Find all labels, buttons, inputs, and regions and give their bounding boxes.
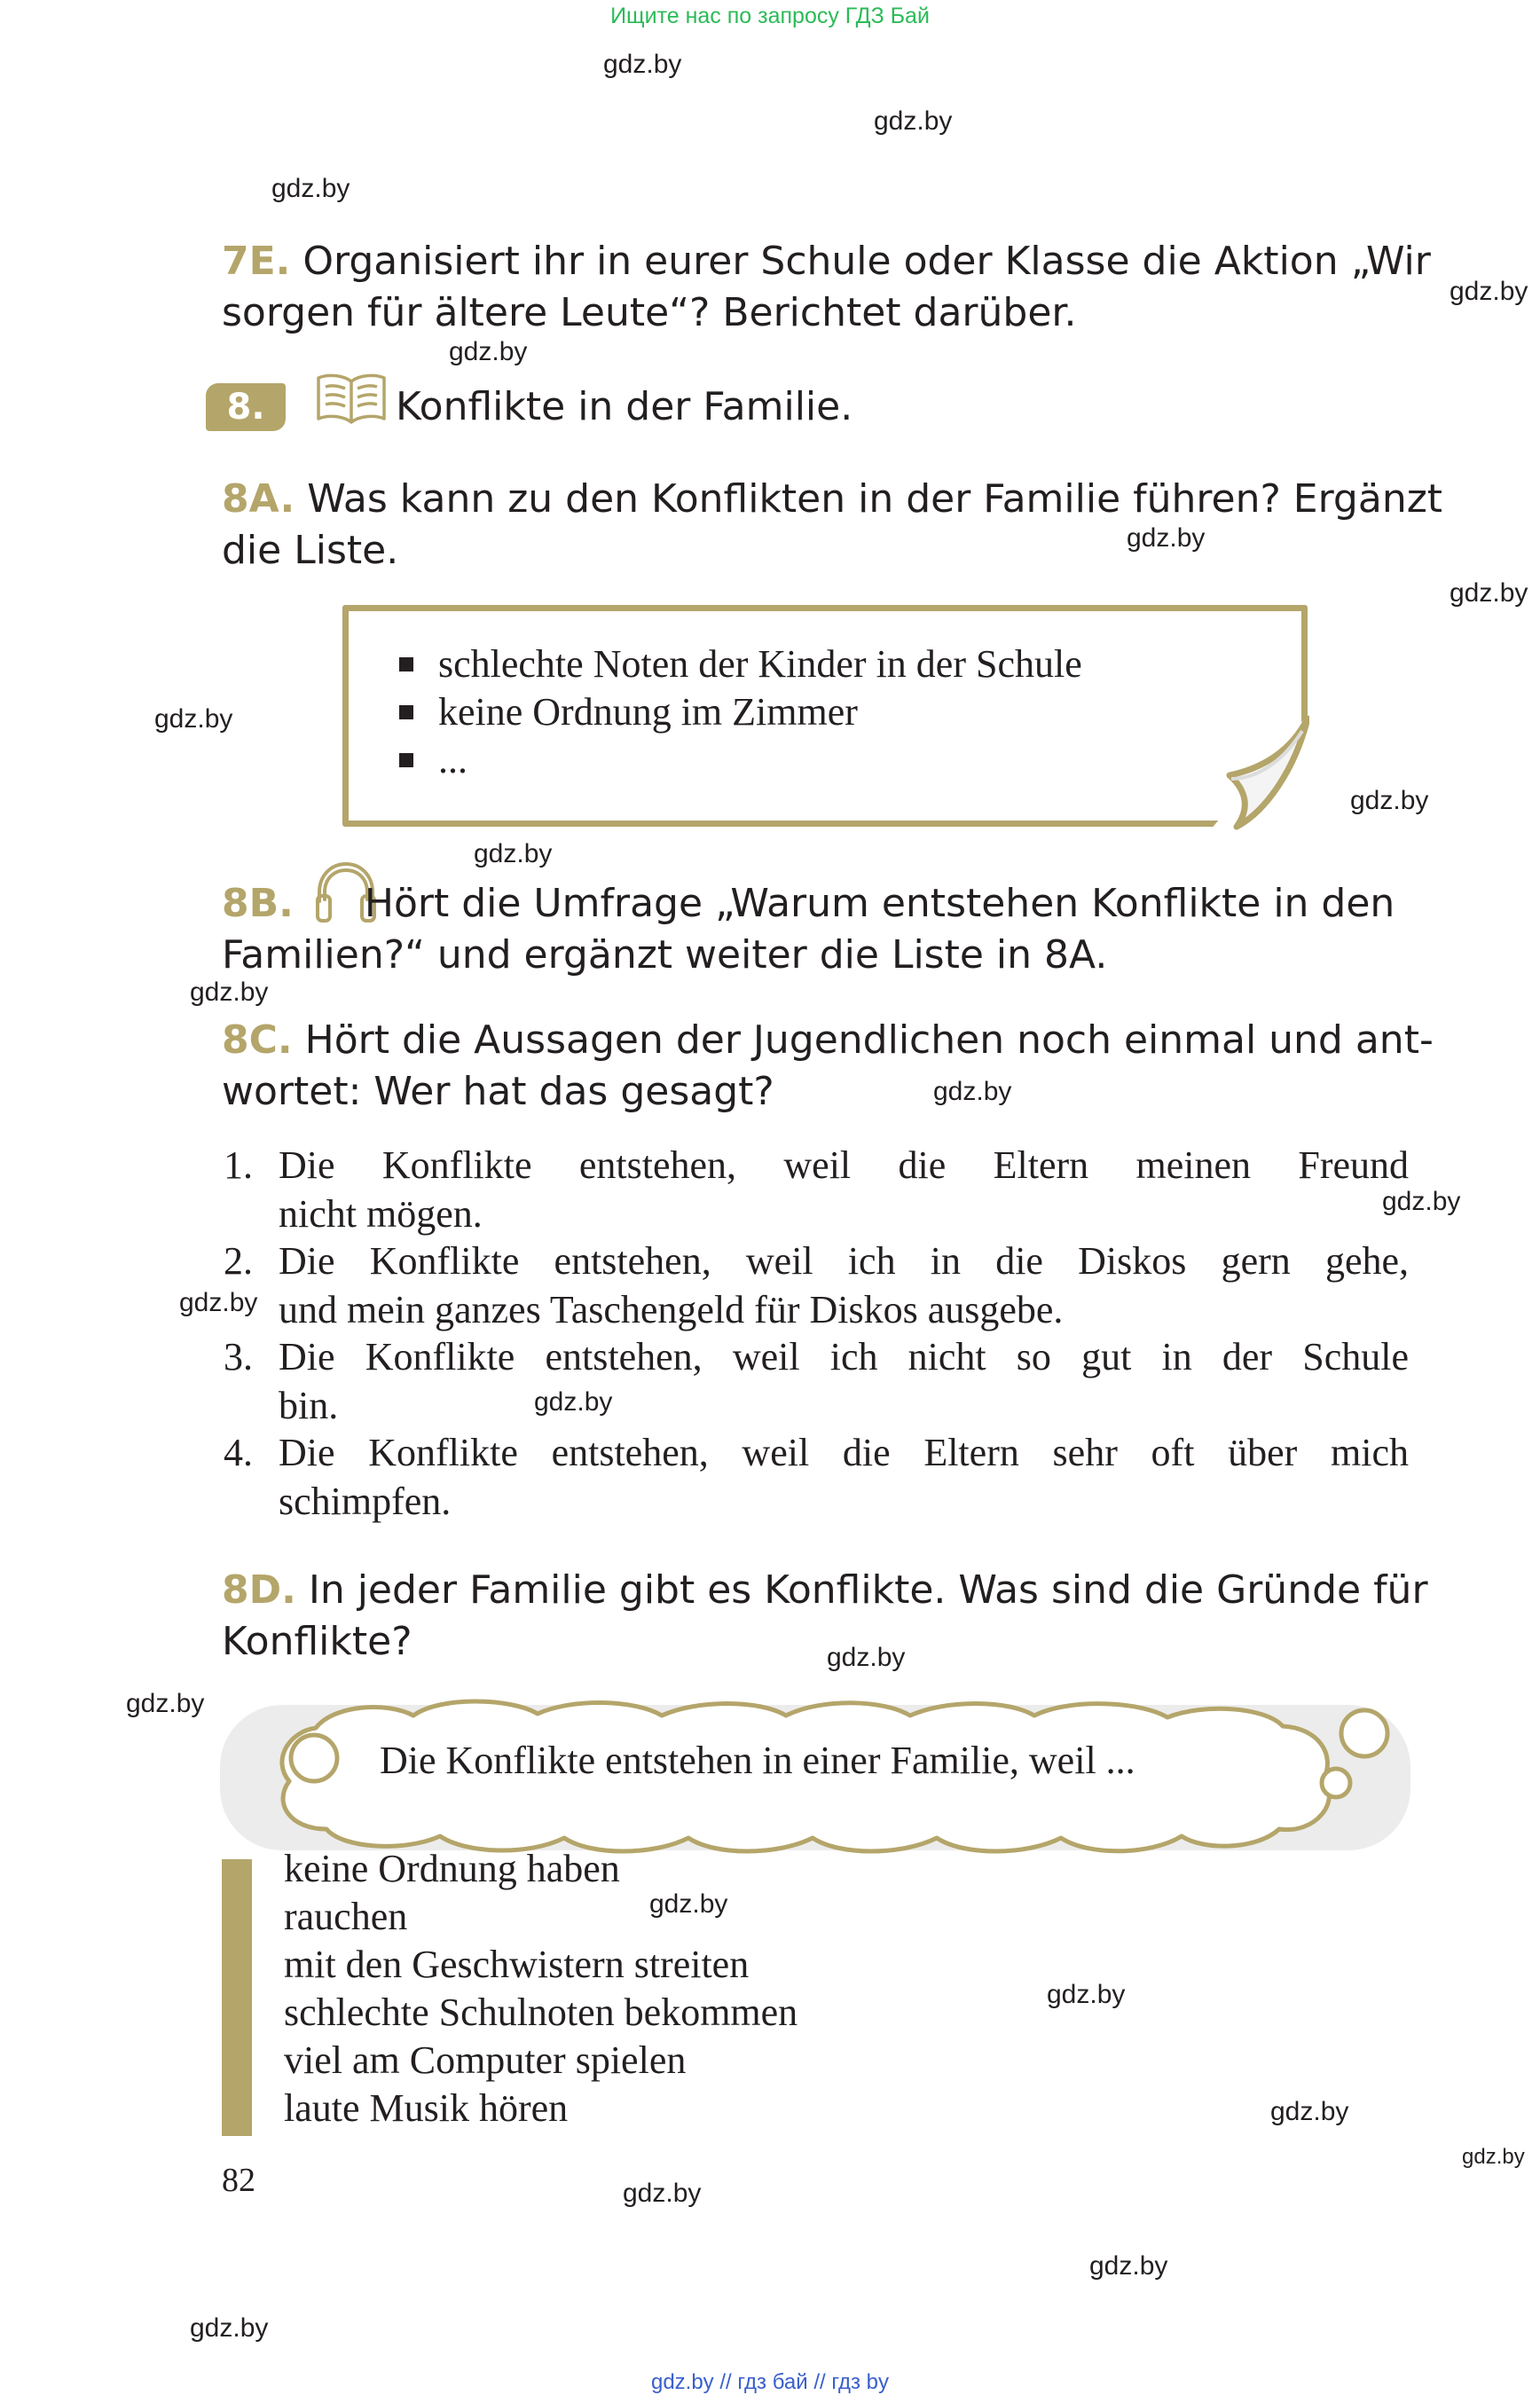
watermark: gdz.by	[190, 978, 269, 1007]
watermark: gdz.by	[603, 50, 682, 79]
item-number: 1.	[224, 1143, 253, 1187]
task-text: die Liste.	[222, 528, 399, 573]
word-item: mit den Geschwistern streiten	[284, 1943, 750, 1986]
watermark: gdz.by	[474, 839, 553, 868]
task-number: 8D.	[222, 1567, 296, 1613]
task-text: Organisiert ihr in eurer Schule oder Klasse die Aktion „Wir	[302, 239, 1431, 284]
task-8-badge: 8.	[206, 383, 286, 431]
word-item: laute Musik hören	[284, 2086, 569, 2130]
watermark: gdz.by	[126, 1689, 205, 1718]
watermark: gdz.by	[190, 2313, 269, 2343]
item-text: Die Konflikte entstehen, weil ich in die Diskos gern gehe,	[279, 1239, 1409, 1283]
item-text: schimpfen.	[279, 1480, 452, 1523]
word-item: rauchen	[284, 1895, 408, 1938]
cloud-text: Die Konflikte entstehen in einer Familie, weil ...	[380, 1739, 1135, 1782]
word-item: schlechte Schulnoten bekommen	[284, 1991, 798, 2034]
book-icon	[314, 371, 389, 426]
item-text: bin.	[279, 1384, 339, 1427]
task-8b	[222, 878, 1410, 981]
task-text: Hört die Umfrage „Warum entstehen Konflikte in den	[364, 881, 1395, 926]
watermark: gdz.by	[1450, 277, 1528, 306]
task-text: Familien?“ und ergänzt weiter die Liste in 8A.	[222, 932, 1108, 978]
task-number: 8C.	[222, 1017, 293, 1063]
watermark: gdz.by	[271, 174, 350, 203]
watermark: gdz.by	[1047, 1980, 1126, 2009]
watermark: gdz.by	[1270, 2097, 1349, 2126]
watermark: gdz.by	[874, 106, 953, 136]
word-item: viel am Computer spielen	[284, 2038, 687, 2082]
item-text: und mein ganzes Taschengeld für Diskos ausgebe.	[279, 1288, 1064, 1331]
watermark: gdz.by	[623, 2179, 702, 2208]
bullet	[399, 753, 413, 767]
task-8-title: Konflikte in der Familie.	[396, 384, 853, 429]
task-text: Was kann zu den Konflikten in der Familie führen? Ergänzt	[307, 476, 1443, 522]
task-number: 8A.	[222, 476, 295, 522]
task-8d	[222, 1565, 1428, 1668]
watermark: gdz.by	[534, 1387, 613, 1417]
item-text: Die Konflikte entstehen, weil die Eltern sehr oft über mich	[279, 1431, 1409, 1474]
task-7e	[222, 236, 1431, 339]
task-text: Konflikte?	[222, 1619, 412, 1664]
item-number: 3.	[224, 1335, 253, 1378]
bullet	[399, 705, 413, 719]
watermark: gdz.by	[179, 1288, 258, 1317]
task-text: wortet: Wer hat das gesagt?	[222, 1069, 774, 1114]
item-text: nicht mögen.	[279, 1192, 483, 1236]
item-text: Die Konflikte entstehen, weil ich nicht so gut in der Schule	[279, 1335, 1409, 1378]
task-8a	[222, 474, 1443, 577]
watermark: gdz.by	[1127, 523, 1206, 553]
item-text: Die Konflikte entstehen, weil die Eltern meinen Freund	[279, 1143, 1409, 1187]
item-number: 2.	[224, 1239, 253, 1283]
watermark: gdz.by	[1089, 2251, 1168, 2281]
bullet	[399, 657, 413, 671]
watermark: gdz.by	[649, 1889, 728, 1919]
item-number: 4.	[224, 1431, 253, 1474]
task-text: sorgen für ältere Leute“? Berichtet darüber.	[222, 290, 1077, 335]
task-number: 8B.	[222, 881, 294, 926]
page-curl	[1210, 715, 1309, 830]
bottom-banner[interactable]: gdz.by // гдз бай // гдз by	[650, 2370, 890, 2394]
watermark: gdz.by	[154, 704, 233, 734]
watermark: gdz.by	[827, 1643, 906, 1672]
watermark: gdz.by	[1450, 578, 1528, 608]
watermark: gdz.by	[1382, 1187, 1461, 1216]
task-number: 7E.	[222, 239, 291, 284]
page-number: 82	[222, 2162, 255, 2199]
task-text: Hört die Aussagen der Jugendlichen noch einmal und ant-	[304, 1017, 1434, 1063]
top-banner[interactable]: Ищите нас по запросу ГДЗ Бай	[610, 4, 930, 28]
watermark: gdz.by	[1350, 786, 1429, 815]
watermark: gdz.by	[933, 1077, 1012, 1106]
watermark: gdz.by	[1462, 2145, 1525, 2169]
task-8c	[222, 1015, 1434, 1118]
word-item: keine Ordnung haben	[284, 1847, 620, 1890]
accent-bar	[222, 1859, 252, 2136]
watermark: gdz.by	[449, 337, 528, 366]
task-text: In jeder Familie gibt es Konflikte. Was sind die Gründe für	[308, 1567, 1428, 1613]
